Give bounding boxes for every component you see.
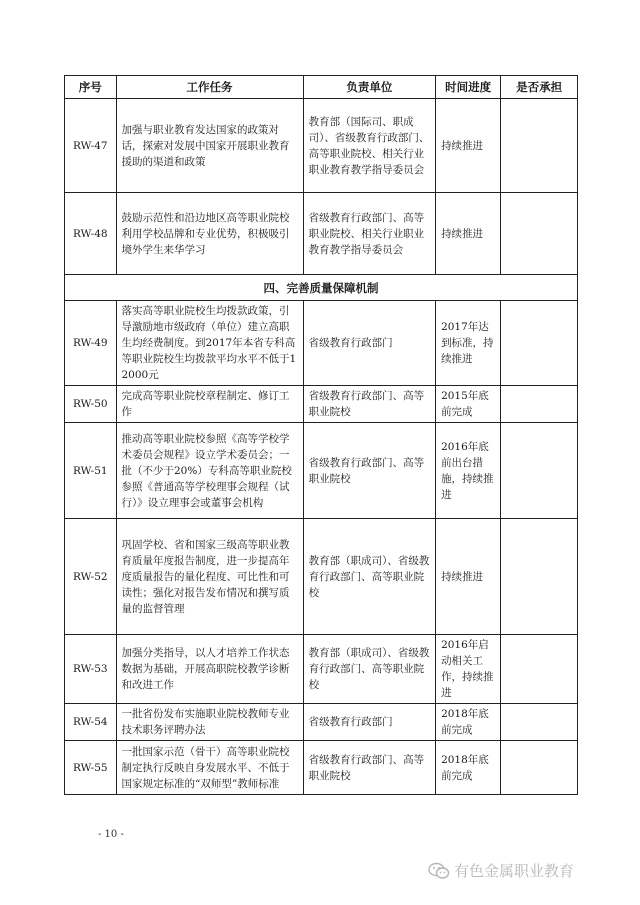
header-unit: 负责单位 <box>303 76 435 99</box>
watermark <box>428 860 574 881</box>
task-table <box>64 75 578 795</box>
table-row <box>65 741 578 795</box>
header-time: 时间进度 <box>436 76 501 99</box>
cell-unit: 省级教育行政部门、高等职业院校、相关行业职业教育教学指导委员会 <box>303 193 435 275</box>
cell-num: RW-50 <box>65 386 117 423</box>
cell-undertake <box>501 99 578 193</box>
table-row <box>65 193 578 275</box>
cell-undertake <box>501 386 578 423</box>
cell-unit: 省级教育行政部门、高等职业院校 <box>303 423 435 519</box>
cell-num: RW-54 <box>65 704 117 741</box>
cell-time: 2016年启动相关工作，持续推进 <box>436 635 501 704</box>
table-row <box>65 99 578 193</box>
cell-num: RW-52 <box>65 519 117 635</box>
cell-time: 2017年达到标准，持续推进 <box>436 301 501 386</box>
table-header-row <box>65 76 578 99</box>
cell-time: 2016年底前出台措施，持续推进 <box>436 423 501 519</box>
table-row <box>65 635 578 704</box>
cell-time: 持续推进 <box>436 193 501 275</box>
cell-num: RW-48 <box>65 193 117 275</box>
header-task: 工作任务 <box>116 76 303 99</box>
cell-time: 2015年底前完成 <box>436 386 501 423</box>
cell-undertake <box>501 423 578 519</box>
cell-unit: 省级教育行政部门、高等职业院校 <box>303 741 435 795</box>
cell-time: 2018年底前完成 <box>436 741 501 795</box>
header-num: 序号 <box>65 76 117 99</box>
cell-undertake <box>501 301 578 386</box>
cell-undertake <box>501 741 578 795</box>
cell-task: 加强与职业教育发达国家的政策对话，探索对发展中国家开展职业教育援助的渠道和政策 <box>116 99 303 193</box>
cell-task: 巩固学校、省和国家三级高等职业教育质量年度报告制度，进一步提高年度质量报告的量化程度、可比性和可读性；强化对报告发布情况和撰写质量的监督管理 <box>116 519 303 635</box>
cell-unit: 省级教育行政部门 <box>303 301 435 386</box>
cell-task: 加强分类指导，以人才培养工作状态数据为基础，开展高职院校教学诊断和改进工作 <box>116 635 303 704</box>
cell-undertake <box>501 704 578 741</box>
cell-time: 2018年底前完成 <box>436 704 501 741</box>
cell-task: 一批国家示范（骨干）高等职业院校制定执行反映自身发展水平、不低于国家规定标准的“双师型”教师标准 <box>116 741 303 795</box>
cell-unit: 教育部（国际司、职成司）、省级教育行政部门、高等职业院校、相关行业职业教育教学指导委员会 <box>303 99 435 193</box>
cell-time: 持续推进 <box>436 519 501 635</box>
wechat-icon <box>428 862 450 880</box>
cell-undertake <box>501 519 578 635</box>
cell-unit: 省级教育行政部门、高等职业院校 <box>303 386 435 423</box>
table-row <box>65 301 578 386</box>
section-row <box>65 275 578 301</box>
section-title: 四、完善质量保障机制 <box>65 275 578 301</box>
table-row <box>65 423 578 519</box>
cell-unit: 教育部（职成司）、省级教育行政部门、高等职业院校 <box>303 635 435 704</box>
cell-undertake <box>501 635 578 704</box>
watermark-text: 有色金属职业教育 <box>454 862 575 880</box>
cell-unit: 省级教育行政部门 <box>303 704 435 741</box>
table-row <box>65 386 578 423</box>
cell-time: 持续推进 <box>436 99 501 193</box>
cell-num: RW-51 <box>65 423 117 519</box>
cell-num: RW-53 <box>65 635 117 704</box>
cell-task: 一批省份发布实施职业院校教师专业技术职务评聘办法 <box>116 704 303 741</box>
cell-task: 推动高等职业院校参照《高等学校学术委员会规程》设立学术委员会；一批（不少于20%）专科高等职业院校参照《普通高等学校理事会规程（试行）》设立理事会或董事会机构 <box>116 423 303 519</box>
cell-num: RW-49 <box>65 301 117 386</box>
table-row <box>65 519 578 635</box>
table-row <box>65 704 578 741</box>
header-undertake: 是否承担 <box>501 76 578 99</box>
cell-task: 鼓励示范性和沿边地区高等职业院校利用学校品牌和专业优势，积极吸引境外学生来华学习 <box>116 193 303 275</box>
cell-task: 完成高等职业院校章程制定、修订工作 <box>116 386 303 423</box>
page-number: - 10 - <box>98 829 124 840</box>
cell-undertake <box>501 193 578 275</box>
cell-unit: 教育部（职成司）、省级教育行政部门、高等职业院校 <box>303 519 435 635</box>
cell-task: 落实高等职业院校生均拨款政策，引导激励地市级政府（单位）建立高职生均经费制度。到2017年本省专科高等职业院校生均拨款平均水平不低于12000元 <box>116 301 303 386</box>
cell-num: RW-55 <box>65 741 117 795</box>
cell-num: RW-47 <box>65 99 117 193</box>
